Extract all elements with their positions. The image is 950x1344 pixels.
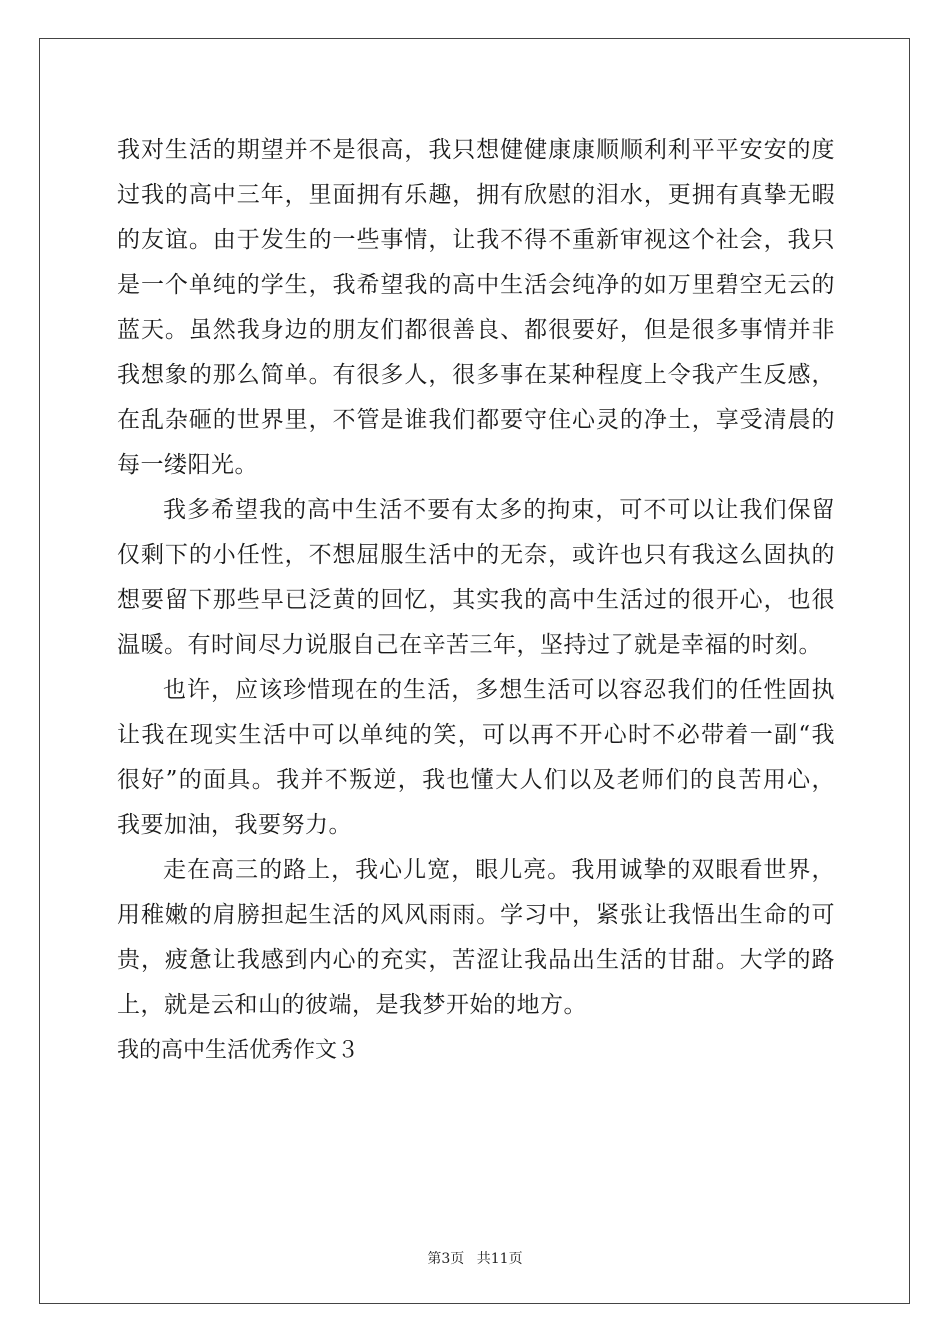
paragraph-line: 我想象的那么简单。有很多人，很多事在某种程度上令我产生反感， — [117, 362, 835, 388]
paragraph-line: 很好”的面具。我并不叛逆，我也懂大人们以及老师们的良苦用心， — [117, 767, 835, 793]
paragraph-line: 温暖。有时间尽力说服自己在辛苦三年，坚持过了就是幸福的时刻。 — [117, 632, 822, 658]
page-total: 共11页 — [476, 1251, 523, 1267]
paragraph-line: 让我在现实生活中可以单纯的笑，可以再不开心时不必带着一副“我 — [117, 722, 835, 748]
paragraph-line: 我多希望我的高中生活不要有太多的拘束，可不可以让我们保留 — [163, 497, 835, 523]
paragraph — [117, 848, 835, 1028]
essay-paragraphs — [117, 128, 835, 1028]
paragraph-line: 在乱杂砸的世界里，不管是谁我们都要守住心灵的净土，享受清晨的 — [117, 407, 835, 433]
paragraph-line: 的友谊。由于发生的一些事情，让我不得不重新审视这个社会，我只 — [117, 227, 835, 253]
page-number: 第3页 — [427, 1251, 465, 1267]
page-footer — [0, 1248, 950, 1268]
paragraph-line: 每一缕阳光。 — [117, 452, 258, 478]
paragraph-line: 也许，应该珍惜现在的生活，多想生活可以容忍我们的任性固执 — [163, 677, 835, 703]
paragraph-line: 我对生活的期望并不是很高，我只想健健康康顺顺利利平平安安的度 — [117, 137, 835, 163]
paragraph-line: 我要加油，我要努力。 — [117, 812, 352, 838]
section-title: 我的高中生活优秀作文３ — [117, 1038, 360, 1063]
paragraph-line: 是一个单纯的学生，我希望我的高中生活会纯净的如万里碧空无云的 — [117, 272, 835, 298]
paragraph — [117, 128, 835, 488]
paragraph-line: 仅剩下的小任性，不想屈服生活中的无奈，或许也只有我这么固执的 — [117, 542, 835, 568]
paragraph-line: 上，就是云和山的彼端，是我梦开始的地方。 — [117, 992, 587, 1018]
document-body — [117, 128, 835, 1073]
paragraph-line: 过我的高中三年，里面拥有乐趣，拥有欣慰的泪水，更拥有真挚无暇 — [117, 182, 835, 208]
paragraph — [117, 668, 835, 848]
paragraph — [117, 488, 835, 668]
paragraph-line: 用稚嫩的肩膀担起生活的风风雨雨。学习中，紧张让我悟出生命的可 — [117, 902, 835, 928]
paragraph-line: 想要留下那些早已泛黄的回忆，其实我的高中生活过的很开心，也很 — [117, 587, 835, 613]
paragraph-line: 走在高三的路上，我心儿宽，眼儿亮。我用诚挚的双眼看世界， — [163, 857, 835, 883]
paragraph-line: 贵，疲惫让我感到内心的充实，苦涩让我品出生活的甘甜。大学的路 — [117, 947, 835, 973]
paragraph-line: 蓝天。虽然我身边的朋友们都很善良、都很要好，但是很多事情并非 — [117, 317, 835, 343]
